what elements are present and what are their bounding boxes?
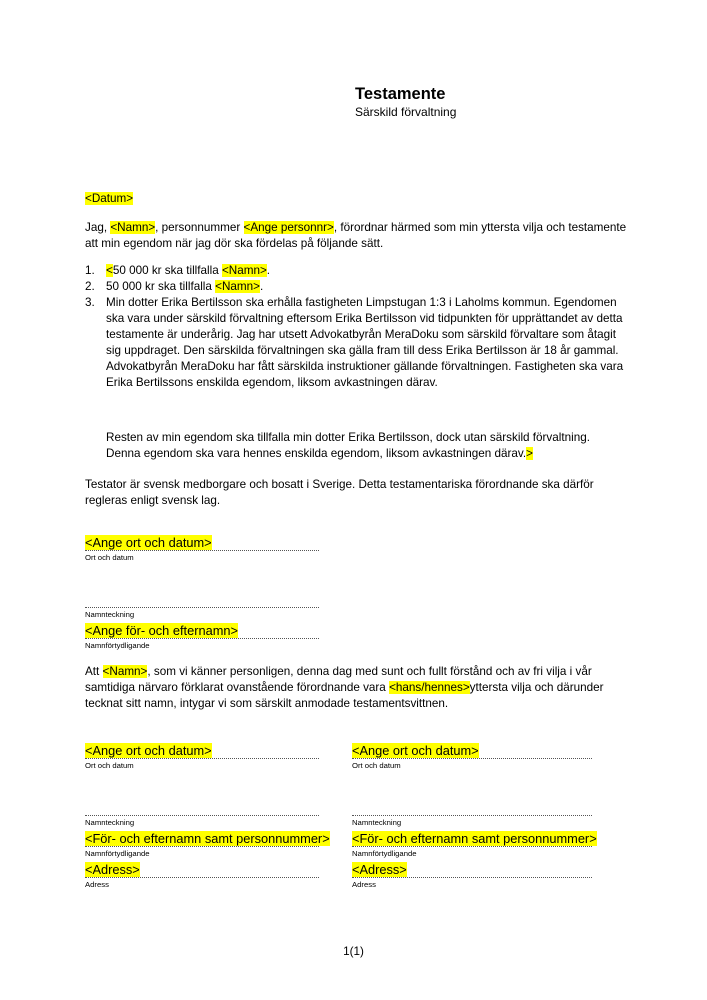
place-date-placeholder[interactable]: <Ange ort och datum>: [85, 743, 212, 758]
place-date-field: [85, 743, 319, 770]
name-clarification-line: [85, 623, 319, 639]
text-run: Att: [85, 665, 103, 678]
name-clarification-field: [352, 831, 597, 858]
placeholder-highlight[interactable]: >: [526, 447, 533, 460]
placeholder-highlight[interactable]: <Namn>: [221, 264, 267, 277]
list-item-2: [85, 279, 627, 295]
testator-signature-block: [85, 535, 319, 650]
address-line: [85, 862, 319, 878]
list-item-number: 1.: [85, 264, 95, 277]
name-placeholder[interactable]: <Ange för- och efternamn>: [85, 623, 238, 638]
list-item-number: 3.: [85, 296, 95, 309]
list-item-text: [106, 263, 627, 279]
placeholder-highlight[interactable]: <Datum>: [85, 192, 134, 205]
place-date-placeholder[interactable]: <Ange ort och datum>: [85, 535, 212, 550]
date-placeholder-line: [85, 191, 625, 207]
governing-law-paragraph: Testator är svensk medborgare och bosatt i Sverige. Detta testamentariska förordnande ska därför regleras enligt svensk lag.: [85, 478, 594, 507]
text-run: Min dotter Erika Bertilsson ska erhålla fastigheten Limpstugan 1:3 i Laholms kommun. Egendomen ska vara under särskild förvaltning eftersom Erika Bertilsson vid tidpunkten för upprättandet av detta testamente är underårig. Jag har utsett Advokatbyrån MeraDoku som särskild förvaltare som åtagit sig uppdraget. Den särskilda förvaltningen ska gälla fram till dess Erika Bertilsson är 18 år gammal. Advokatbyrån MeraDoku har fått särskilda instruktioner gällande förvaltningen. Fastigheten ska vara Erika Bertilssons enskilda egendom, liksom avkastningen därav.: [106, 296, 624, 389]
name-clarification-field: [85, 623, 319, 650]
name-clarification-line: [85, 831, 330, 847]
place-date-line: [352, 743, 592, 759]
signature-label: Namnteckning: [85, 818, 135, 827]
signature-field: [352, 770, 592, 827]
list-item-number: 2.: [85, 280, 95, 293]
place-date-line: [85, 535, 319, 551]
name-clarification-field: [85, 831, 330, 858]
place-date-line: [85, 743, 319, 759]
name-clarification-line: [352, 831, 597, 847]
placeholder-highlight[interactable]: <Namn>: [102, 665, 148, 678]
signature-label: Namnteckning: [352, 818, 402, 827]
placeholder-highlight[interactable]: <Namn>: [215, 280, 260, 293]
signature-field: [85, 770, 319, 827]
document-subtitle: Särskild förvaltning: [355, 105, 457, 119]
signature-label: Namnteckning: [85, 610, 135, 619]
text-run: yttersta vilja och därunder tecknat sitt namn, intygar vi som särskilt anmodade testamentsvittnen.: [85, 681, 604, 710]
address-field: [352, 862, 592, 889]
place-date-label: Ort och datum: [85, 553, 134, 562]
signature-line[interactable]: [85, 770, 319, 816]
text-run: Jag,: [85, 221, 111, 234]
text-run: , som vi känner personligen, denna dag med sunt och fullt förstånd och av fri vilja i vår samtidiga närvaro förklarat ovanstående förordnande vara: [85, 665, 592, 694]
name-clarification-label: Namnförtydligande: [85, 849, 150, 858]
placeholder-highlight[interactable]: <: [106, 264, 113, 277]
document-header: [355, 84, 456, 120]
witness-2-signature-block: [352, 743, 597, 889]
place-date-field: [85, 535, 319, 562]
place-date-label: Ort och datum: [352, 761, 401, 770]
address-label: Adress: [352, 880, 376, 889]
signature-line[interactable]: [352, 770, 592, 816]
residual-estate-paragraph: [106, 430, 625, 462]
opening-paragraph: [85, 220, 627, 252]
witness-attestation-paragraph: [85, 664, 630, 712]
signature-line[interactable]: [85, 562, 319, 608]
text-run: 50 000 kr ska tillfalla: [112, 264, 222, 277]
text-run: .: [266, 264, 271, 277]
placeholder-highlight[interactable]: <hans/hennes>: [389, 681, 470, 694]
text-run: Resten av min egendom ska tillfalla min dotter Erika Bertilsson, dock utan särskild förvaltning. Denna egendom ska vara hennes enskilda egendom, liksom avkastningen därav.: [106, 431, 590, 460]
place-date-placeholder[interactable]: <Ange ort och datum>: [352, 743, 479, 758]
place-date-field: [352, 743, 592, 770]
address-field: [85, 862, 319, 889]
placeholder-highlight[interactable]: <Namn>: [110, 221, 156, 234]
list-item-text: [106, 295, 627, 391]
address-label: Adress: [85, 880, 109, 889]
bequest-list: [85, 263, 627, 391]
name-placeholder[interactable]: <För- och efternamn samt personnummer>: [85, 831, 330, 846]
page-number: 1(1): [343, 945, 364, 958]
list-item-3: [85, 295, 627, 391]
place-date-label: Ort och datum: [85, 761, 134, 770]
address-placeholder[interactable]: <Adress>: [85, 862, 140, 877]
document-title: Testamente: [355, 85, 446, 103]
name-placeholder[interactable]: <För- och efternamn samt personnummer>: [352, 831, 597, 846]
list-item-text: [106, 279, 627, 295]
text-run: 50 000 kr ska tillfalla: [106, 280, 216, 293]
address-line: [352, 862, 592, 878]
address-placeholder[interactable]: <Adress>: [352, 862, 407, 877]
witness-1-signature-block: [85, 743, 330, 889]
placeholder-highlight[interactable]: <Ange personnr>: [243, 221, 334, 234]
text-run: , förordnar härmed som min yttersta vilja och testamente att min egendom när jag dör ska fördelas på följande sätt.: [85, 221, 627, 250]
signature-field: [85, 562, 319, 619]
list-item-1: [85, 263, 627, 279]
name-clarification-label: Namnförtydligande: [352, 849, 417, 858]
text-run: .: [259, 280, 264, 293]
name-clarification-label: Namnförtydligande: [85, 641, 150, 650]
text-run: , personnummer: [155, 221, 244, 234]
